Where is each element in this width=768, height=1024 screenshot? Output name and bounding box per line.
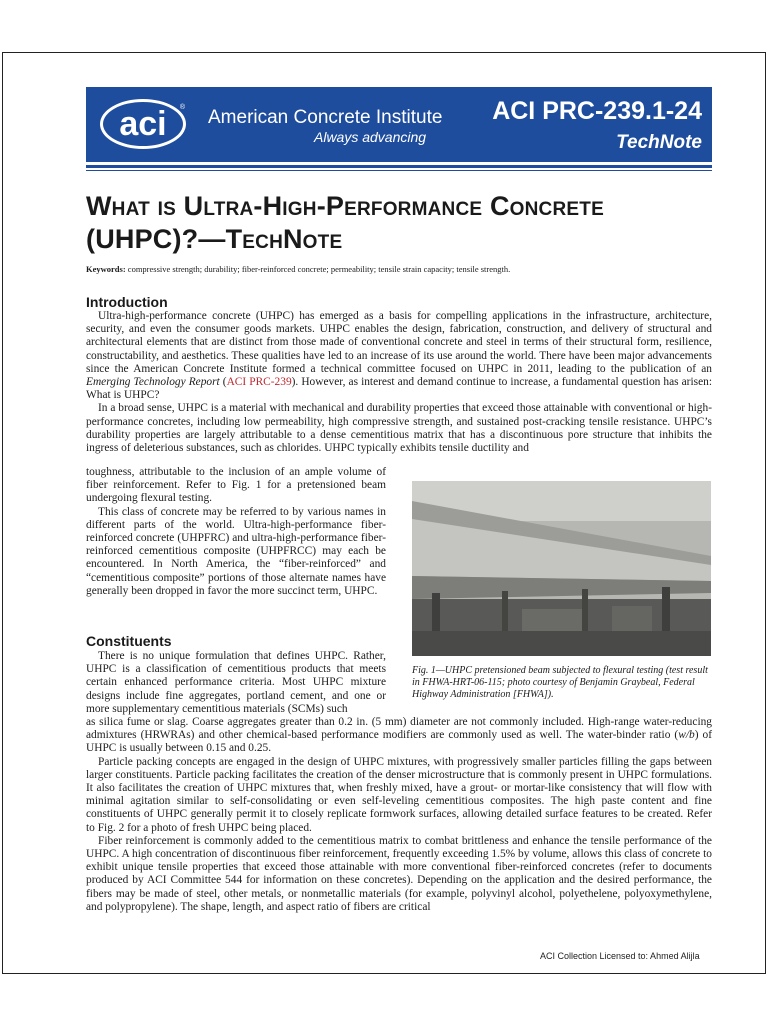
org-tagline: Always advancing xyxy=(314,129,427,145)
title-line-2: (UHPC)?—TechNote xyxy=(86,224,343,254)
logo-text: aci xyxy=(119,105,167,143)
title-line-1: What is Ultra-High-Performance Concrete xyxy=(86,191,604,221)
org-name: American Concrete Institute xyxy=(208,107,443,128)
keywords-label: Keywords: xyxy=(86,264,126,274)
section-heading-constituents: Constituents xyxy=(86,633,172,649)
keywords xyxy=(86,264,712,274)
page-title xyxy=(86,190,712,256)
constituents-paragraph-1: There is no unique formulation that defines UHPC. Rather, UHPC is a classification of cementitious products that meets certain enhanced performance criteria. Most UHPC mixture designs include fine aggregates, portland cement, and one or more supplementary cementitious materials (SCMs) such xyxy=(86,650,386,715)
constituents-paragraph-3: Fiber reinforcement is commonly added to the cementitious matrix to combat brittleness and enhance the tensile performance of the UHPC. A high concentration of discontinuous fiber reinforcement, frequently exceeding 1.5% by volume, allows this class of concrete to exhibit unique tensile properties that exceed those attainable with more conventional fiber-reinforced concretes (refer to documents produced by ACI Committee 544 for information on these concretes). Depending on the application and the desired performance, the fibers may be made of steel, other metals, or nonmetallic materials (for example, polyvinyl alcohol, polyethelene, polyoxymethylene, and polypropylene). The shape, length, and aspect ratio of fibers are critical xyxy=(86,834,712,913)
intro-paragraph-2: In a broad sense, UHPC is a material with mechanical and durability properties that exceed those attainable with conventional or high-performance concretes, including low permeability, high compressive strength, and sustained post-cracking tensile resistance. UHPC’s durability properties are largely attributable to a dense cementitious matrix that has a discontinuous pore structure that inhibits the ingress of deleterious substances, such as chlorides. UHPC typically exhibits tensile ductility and xyxy=(86,402,712,455)
constituents-full-width-text xyxy=(86,716,712,914)
reference-link[interactable]: ACI PRC-239 xyxy=(226,376,292,389)
header-banner xyxy=(86,87,712,162)
intro-left-column-text xyxy=(86,466,386,598)
constituents-paragraph-2: Particle packing concepts are engaged in the design of UHPC mixtures, with progressively smaller particles filling the gaps between larger constituents. Particle packing facilitates the creation of the denser microstructure that is commonly present in UHPC formulations. It also facilitates the creation of UHPC mixtures that, when freshly mixed, have a grout- or mortar-like consistency that will flow with minimal agitation similar to self-consolidating or even self-leveling cementitious composites. The high paste content and fine constituents of UHPC generally permit it to closely replicate formwork surfaces, allowing detailed surface features to be created. Refer to Fig. 2 for a photo of fresh UHPC being placed. xyxy=(86,755,712,834)
intro-full-width-text xyxy=(86,310,712,455)
document-id: ACI PRC-239.1-24 xyxy=(492,97,702,125)
intro-paragraph-3: This class of concrete may be referred to by various names in different parts of the world. Ultra-high-performance fiber-reinforced concrete (UHPFRC) and ultra-high-performance fiber-reinforced cementitious composite (UHPFRCC) may each be encountered. In North America, the “fiber-reinforced” and “cementitious composite” portions of those alternate names have generally been dropped in favor the more succinct term, UHPC. xyxy=(86,505,386,597)
intro-paragraph-2-continued: toughness, attributable to the inclusion of an ample volume of fiber reinforcement. Refer to Fig. 1 for a pretensioned beam undergoing flexural testing. xyxy=(86,466,386,505)
constituents-left-column-text xyxy=(86,650,386,716)
banner-rule-thin xyxy=(86,170,712,171)
beam-photo-illustration xyxy=(412,481,711,656)
section-heading-introduction: Introduction xyxy=(86,294,168,310)
intro-paragraph-1: Ultra-high-performance concrete (UHPC) has emerged as a basis for compelling applications in the infrastructure, architecture, security, and even the consumer goods markets. UHPC enables the design, fabrication, construction, and delivery of structural and architectural elements that are distinct from those made of conventional concrete and steel in terms of their structural form, resilience, constructability, and aesthetics. These qualities have led to an increase of its use around the world. There have been major advancements since the American Concrete Institute formed a technical committee focused on UHPC in 2011, leading to the publication of an Emerging Technology Report (ACI PRC-239). However, as interest and demand continue to increase, a fundamental question has arisen: What is UHPC? xyxy=(86,310,712,402)
aci-logo xyxy=(100,99,186,149)
banner-rule xyxy=(86,165,712,168)
registered-mark-icon: ® xyxy=(179,104,185,111)
constituents-paragraph-1-continued: as silica fume or slag. Coarse aggregates greater than 0.2 in. (5 mm) diameter are not commonly included. High-range water-reducing admixtures (HRWRAs) and other chemical-based performance modifiers are commonly used as well. The water-binder ratio (w/b) of UHPC is usually between 0.15 and 0.25. xyxy=(86,716,712,755)
license-footer: ACI Collection Licensed to: Ahmed Alijla xyxy=(540,951,700,961)
figure-1-photo xyxy=(412,481,711,656)
document-type: TechNote xyxy=(616,132,702,153)
keywords-text: compressive strength; durability; fiber-reinforced concrete; permeability; tensile strain capacity; tensile strength. xyxy=(125,264,511,274)
figure-1-caption: Fig. 1—UHPC pretensioned beam subjected to flexural testing (test result in FHWA-HRT-06-115; photo courtesy of Benjamin Graybeal, Federal Highway Administration [FHWA]). xyxy=(412,665,708,701)
